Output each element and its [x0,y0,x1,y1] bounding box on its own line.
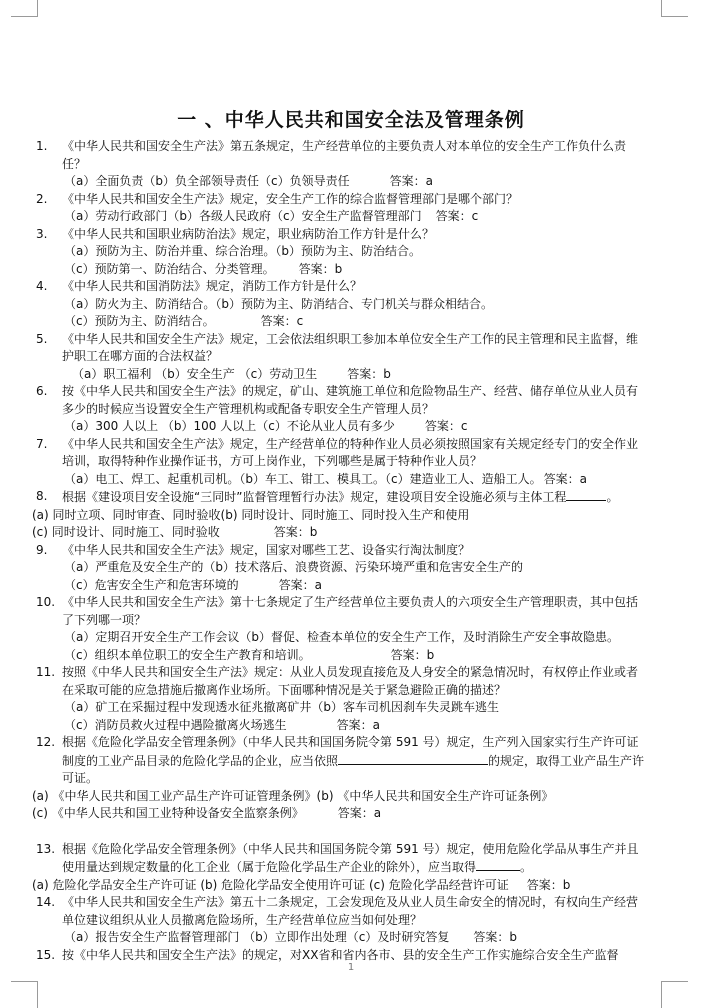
question-text: 《中华人民共和国职业病防治法》规定，职业病防治工作方针是什么？ [62,226,435,241]
option-line: （a）电工、焊工、起重机司机。（b）车工、钳工、模具工。（c）建造业工人、造船工人。 [64,471,542,486]
crop-mark-bottom-left [11,981,38,1008]
question-text: 根据《建设项目安全设施“三同时”监督管理暂行办法》规定，建设项目安全设施必须与主体工程 [62,490,567,504]
question-number: 4. [36,279,48,293]
crop-mark-top-right [661,0,688,17]
option-line: （a）300 人以上 （b）100 人以上（c）不论从业人员有多少 [64,419,395,433]
answer: 答案：a [278,577,322,592]
answer: 答案：b [473,930,518,944]
page-number: 1 [347,962,355,973]
question-4 [36,278,646,331]
question-text: 《中华人民共和国安全生产法》第五条规定，生产经营单位的主要负责人对本单位的安全生产工作负什么责任？ [62,139,627,171]
fill-blank [476,858,520,871]
question-text: 《中华人民共和国安全生产法》规定，工会依法组织职工参加本单位安全生产工作的民主管理和民主监督，维护职工在哪方面的合法权益？ [62,331,639,363]
page-title: 一 、中华人民共和国安全法及管理条例 [177,108,525,131]
option-line: （c）预防为主、防消结合。 [64,314,215,328]
answer: 答案：b [526,877,571,892]
question-number: 7. [36,436,48,451]
question-number: 8. [36,489,48,503]
question-text: 根据《危险化学品安全管理条例》（中华人民共和国国务院令第 591 号）规定，生产列入国家实行生产许可证制度的工业产品目录的危险化学品的企业，应当依照 [62,735,639,768]
question-text: 根据《危险化学品安全管理条例》（中华人民共和国国务院令第 591 号）规定，使用危险化学品从事生产并且使用量达到规定数量的化工企业（属于危险化学品生产企业的除外），应当取得 [62,841,639,874]
question-10 [36,594,646,664]
question-6 [36,383,646,436]
crop-mark-bottom-right [661,981,688,1008]
answer: 答案：a [389,174,433,188]
option-line: （a）防火为主、防消结合。（b）预防为主、防消结合、专门机关与群众相结合。 [64,296,493,311]
question-text: 《中华人民共和国安全生产法》第五十二条规定，工会发现危及从业人员生命安全的情况时，有权向生产经营单位建议组织从业人员撤离危险场所，生产经营单位应当如何处理？ [62,895,639,927]
option-line: （c）组织本单位职工的安全生产教育和培训。 [64,647,311,662]
question-2 [36,191,646,226]
question-text: 《中华人民共和国安全生产法》规定，国家对哪些工艺、设备实行淘汰制度？ [62,542,471,557]
option-line: （a）报告安全生产监督管理部门 （b）立即作出处理（c）及时研究答复 [64,930,450,944]
answer: 答案：b [390,647,435,662]
question-text: 《中华人民共和国消防法》规定，消防工作方针是什么？ [62,279,363,293]
option-line: (a) 同时立项、同时审查、同时验收(b) 同时设计、同时施工、同时投入生产和使用 [32,507,470,522]
option-line: (c) 同时设计、同时施工、同时验收 [32,525,220,539]
answer: 答案：c [424,419,468,433]
question-number: 12. [36,735,56,749]
answer: 答案：a [337,806,382,820]
answer: 答案：a [336,717,380,732]
question-12 [32,734,646,823]
question-5 [36,331,646,384]
question-11 [36,664,646,734]
option-line: (a) 危险化学品安全生产许可证 (b) 危险化学品安全使用许可证 (c) 危险化学品经营许可证 [32,877,509,892]
question-8: 8. 根据《建设项目安全设施“三同时”监督管理暂行办法》规定，建设项目安全设施必须与主体工程 。 (a) 同时立项、同时审查、同时验收(b) 同时设计、同时施工、同时投入生产和使用 (c) 同时设计、同时施工、同时验收 答案：b [32,489,619,539]
spacer [36,823,646,841]
answer: 答案：b [273,525,318,539]
question-9 [36,542,646,595]
option-line: （a）预防为主、防治并重、综合治理。（b）预防为主、防治结合。 [64,244,421,258]
question-text: 《中华人民共和国安全生产法》第十七条规定了生产经营单位主要负责人的六项安全生产管理职责，其中包括了下列哪一项？ [62,595,639,627]
option-line: （c）预防第一、防治结合、分类管理。 [64,261,275,276]
question-text: 按照《中华人民共和国安全生产法》规定：从业人员发现直接危及人身安全的紧急情况时，有权停止作业或者在采取可能的应急措施后撤离作业场所。下面哪种情况是关于紧急避险正确的描述？ [62,665,639,697]
fill-blank [566,488,606,501]
option-line: （a）矿工在采掘过程中发现透水征兆撤离矿井（b）客车司机因刹车失灵跳车逃生 [64,700,499,714]
option-line: （a）劳动行政部门（b）各级人民政府（c）安全生产监督管理部门 [64,209,422,223]
question-number: 5. [36,331,48,346]
crop-mark-top-left [11,0,38,17]
question-14 [36,894,646,947]
question-text: 《中华人民共和国安全生产法》规定，安全生产工作的综合监督管理部门是哪个部门？ [62,191,519,206]
option-line: （a）严重危及安全生产的（b）技术落后、浪费资源、污染环境严重和危害安全生产的 [64,560,523,574]
option-line: (a) 《中华人民共和国工业产品生产许可证管理条例》(b) 《中华人民共和国安全生产许可证条例》 [32,788,554,803]
question-text: 按《中华人民共和国安全生产法》的规定，对XX省和省内各市、县的安全生产工作实施综合安全生产监督 [62,947,619,962]
question-7 [36,436,646,489]
question-number: 13. [36,841,56,856]
question-number: 6. [36,384,48,398]
answer: 答案：c [435,209,479,223]
question-number: 2. [36,191,48,206]
question-number: 15. [36,947,56,962]
question-number: 11. [36,665,56,679]
question-number: 14. [36,895,56,909]
answer: 答案：b [347,366,391,381]
question-text-continued: 的规定，取得工业产品生产许可证。 [62,753,645,785]
answer: 答案：a [543,471,587,486]
option-line: （a）全面负责（b）负全部领导责任（c）负领导责任 [64,174,350,188]
answer: 答案：b [298,261,343,276]
option-line: (c) 《中华人民共和国工业特种设备安全监察条例》 [32,806,304,820]
option-line: （c）消防员救火过程中遇险撤离火场逃生 [64,717,287,732]
question-text: 按《中华人民共和国安全生产法》的规定，矿山、建筑施工单位和危险物品生产、经营、储存单位从业人员有多少的时候应当设置安全生产管理机构或配备专职安全生产管理人员？ [62,384,639,416]
question-number: 10. [36,595,56,609]
option-line: （c）危害安全生产和危害环境的 [64,577,239,592]
question-3 [36,226,646,279]
option-line: （a）职工福利 （b）安全生产 （c）劳动卫生 [72,366,318,381]
question-number: 3. [36,226,48,241]
question-list [32,138,646,964]
question-number: 1. [36,139,48,153]
fill-blank [338,752,488,765]
question-13: 13. 根据《危险化学品安全管理条例》（中华人民共和国国务院令第 591 号）规定，使用危险化学品从事生产并且使用量达到规定数量的化工企业（属于危险化学品生产企业的除外），应当取得 。 (a) 危险化学品安全生产许可证 (b) 危险化学品安全使用许可证 (c) 危险化学品经营许可证 答案：b [32,841,639,892]
answer: 答案：c [260,314,304,328]
option-line: （a）定期召开安全生产工作会议（b）督促、检查本单位的安全生产工作，及时消除生产安全事故隐患。 [64,630,619,644]
question-number: 9. [36,542,48,557]
question-1 [36,138,646,191]
question-text: 《中华人民共和国安全生产法》规定，生产经营单位的特种作业人员必须按照国家有关规定经专门的安全作业培训，取得特种作业操作证书，方可上岗作业，下列哪些是属于特种作业人员？ [62,436,639,468]
